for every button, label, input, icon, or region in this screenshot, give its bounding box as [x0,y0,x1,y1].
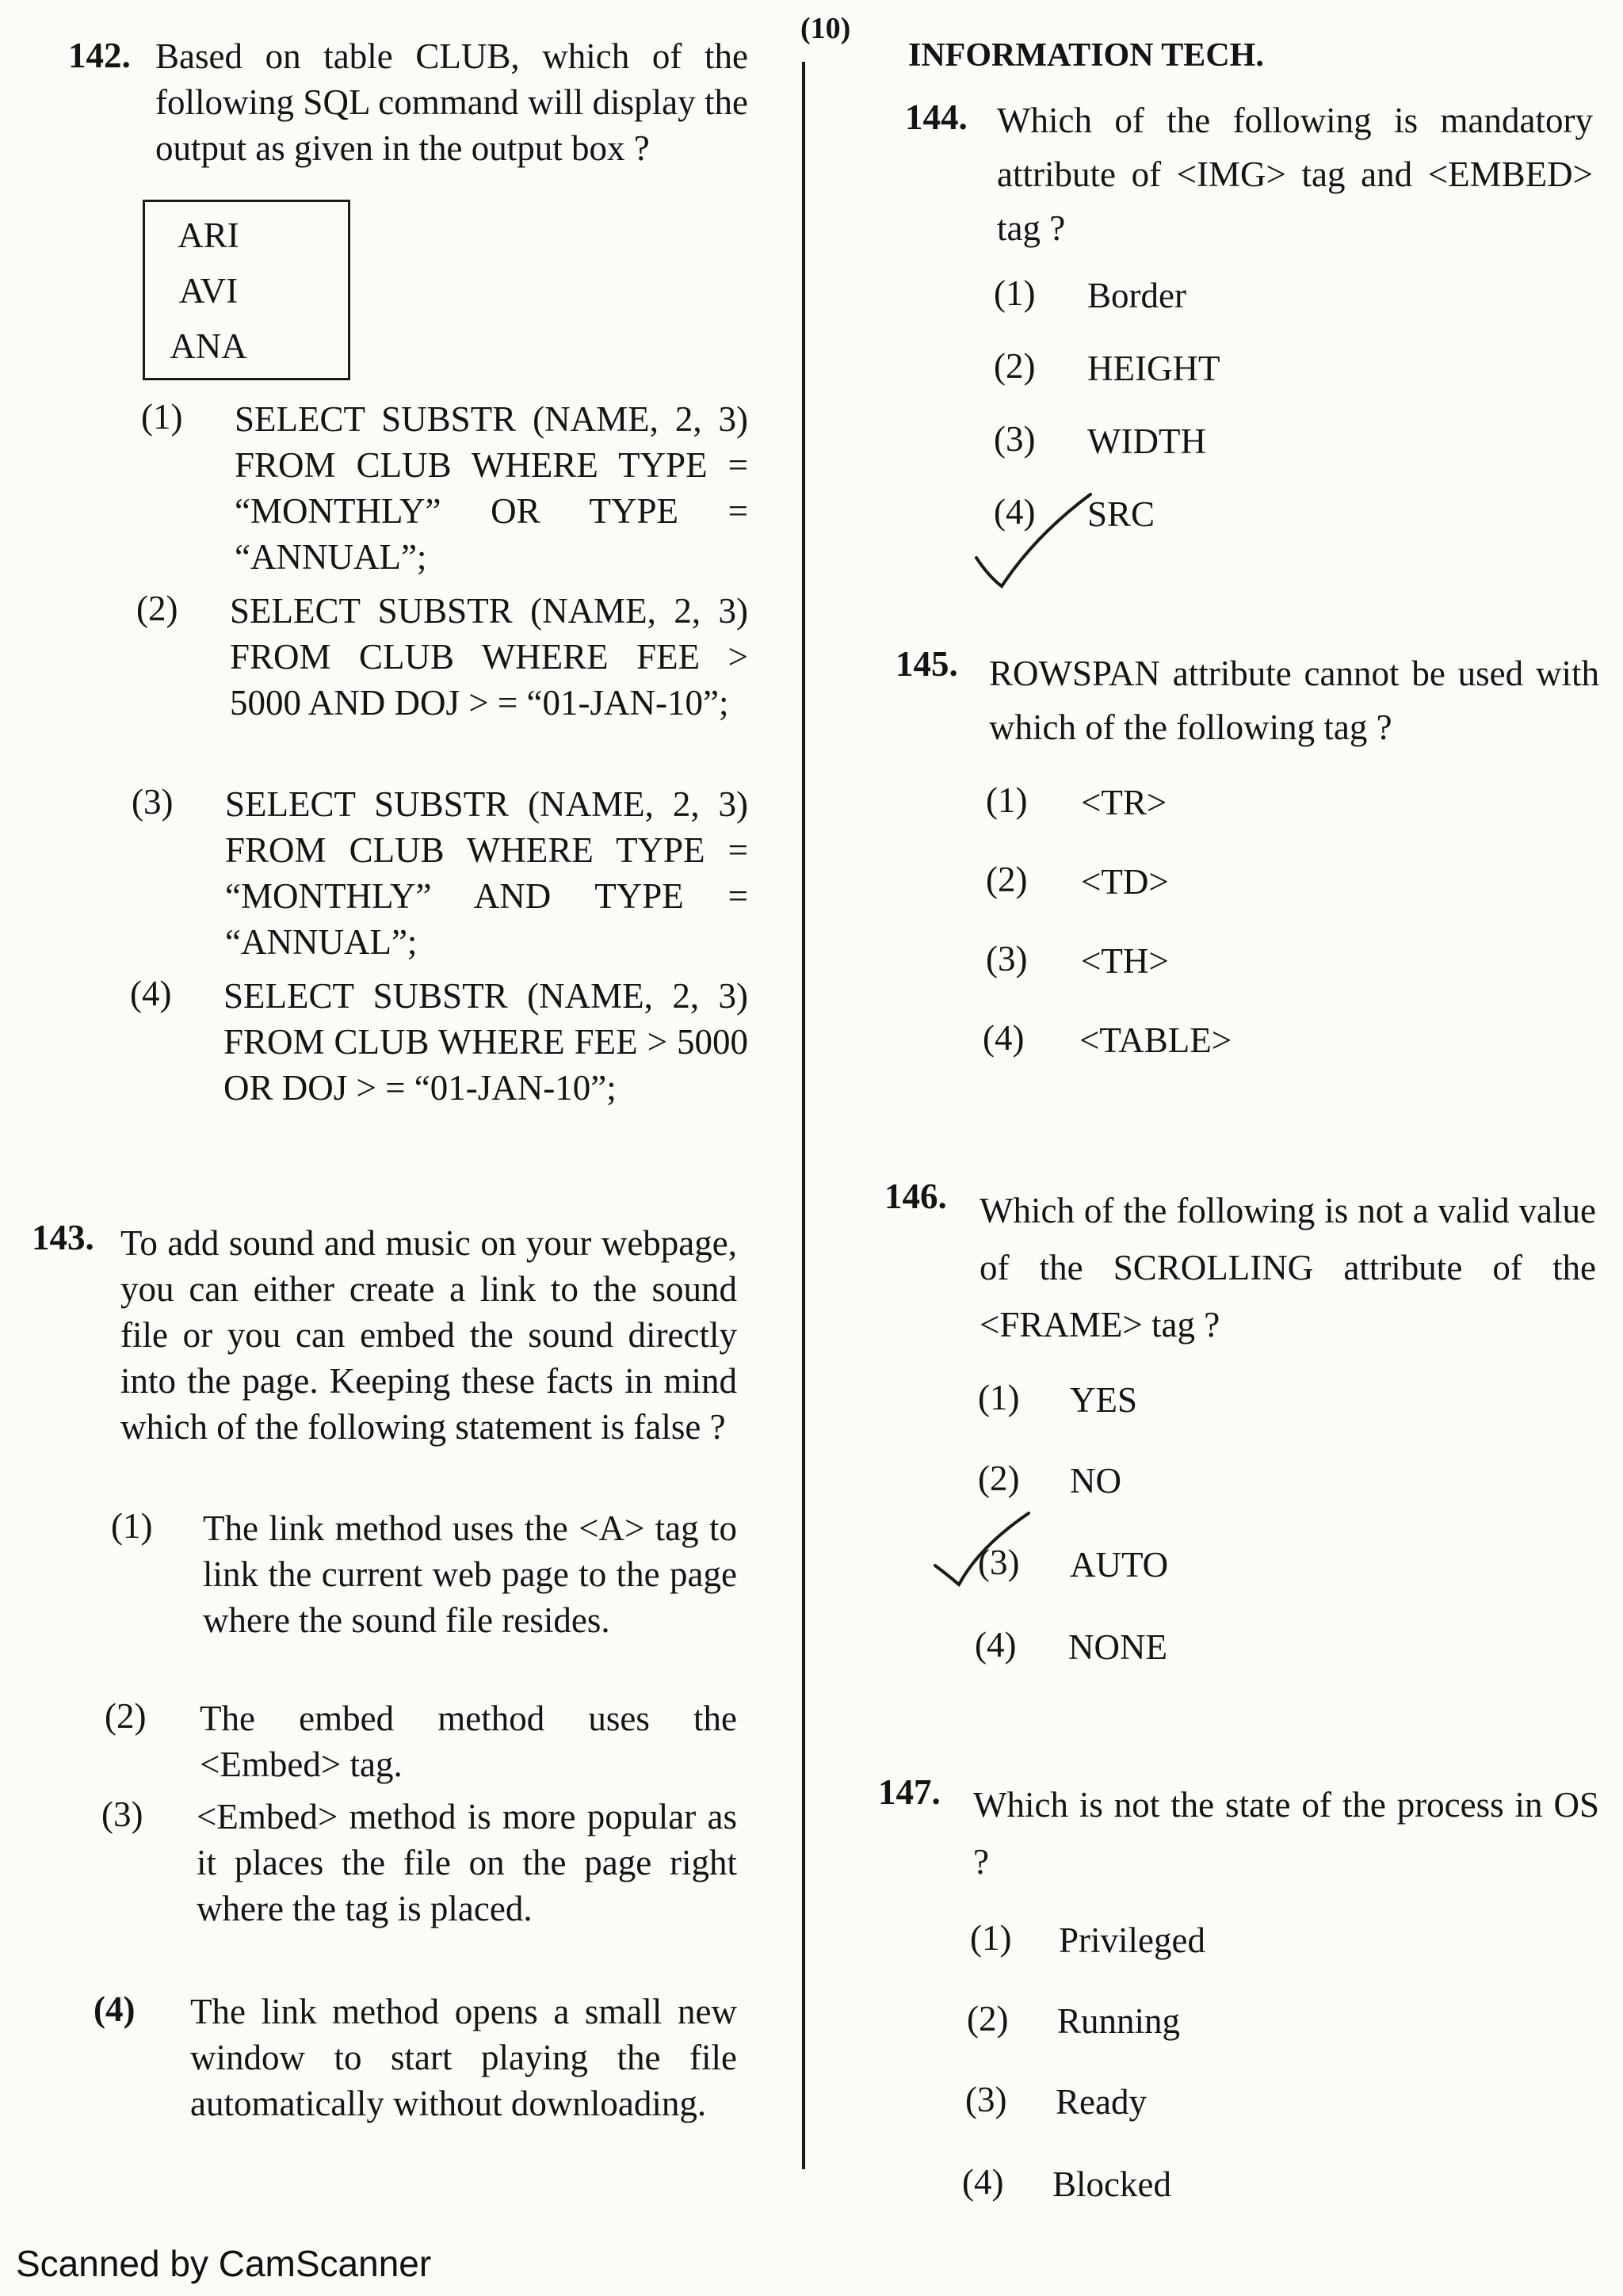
option-number: (4) [94,1989,136,2029]
question-number: 147. [878,1772,941,1812]
option-text: NONE [1068,1627,1167,1667]
option-4 [975,1624,1450,1672]
option-number: (1) [111,1506,153,1546]
question-number: 143. [32,1218,94,1257]
output-line: AVI [178,271,239,311]
question-number: 142. [68,36,131,75]
option-text: Blocked [1052,2164,1171,2204]
check-mark-icon [972,488,1098,591]
option-number: (1) [978,1378,1020,1417]
option-number: (1) [970,1918,1012,1958]
option-text: <TR> [1081,783,1167,822]
option-number: (4) [983,1018,1025,1058]
output-line: ANA [170,326,247,366]
option-number: (4) [994,492,1036,532]
option-number: (2) [105,1696,147,1736]
option-4 [94,1989,737,2179]
option-number: (1) [994,273,1036,313]
option-number: (3) [978,1543,1020,1582]
option-text: The link method uses the <A> tag to link the current web page to the page where the sound file resides. [203,1508,737,1640]
option-number: (2) [994,346,1036,386]
option-4 [130,973,748,1163]
option-text: SELECT SUBSTR (NAME, 2, 3) FROM CLUB WHERE TYPE = “MONTHLY” AND TYPE = “ANNUAL”; [225,784,748,962]
question-text: Which is not the state of the process in OS ? [973,1785,1599,1882]
option-2 [105,1695,737,1791]
option-number: (2) [967,1999,1009,2039]
option-text: SRC [1087,494,1155,534]
question-text: Which of the following is not a valid value of the SCROLLING attribute of the <FRAME> tag ? [980,1191,1596,1344]
option-text: HEIGHT [1087,349,1220,388]
option-number: (2) [978,1459,1020,1498]
option-2 [967,1998,1442,2049]
option-text: SELECT SUBSTR (NAME, 2, 3) FROM CLUB WHERE FEE > 5000 AND DOJ > = “01-JAN-10”; [230,591,748,723]
option-text: The embed method uses the <Embed> tag. [200,1699,737,1784]
option-number: (2) [986,860,1028,899]
question-text: Based on table CLUB, which of the following SQL command will display the output as given in the output box ? [155,36,748,168]
option-text: <Embed> method is more popular as it places the file on the page right where the tag is placed. [197,1797,737,1928]
option-number: (2) [136,589,178,628]
option-text: <TD> [1081,862,1169,902]
option-2 [994,345,1469,393]
option-number: (4) [962,2162,1004,2202]
option-text: Ready [1056,2082,1147,2122]
output-box [143,200,350,380]
question-text: ROWSPAN attribute cannot be used with which of the following tag ? [989,654,1599,747]
option-text: Privileged [1059,1920,1205,1960]
option-number: (1) [141,397,183,437]
option-text: AUTO [1070,1545,1169,1585]
option-3 [978,1542,1453,1589]
option-text: WIDTH [1087,421,1206,461]
page-number: (10) [800,12,851,45]
option-text: <TABLE> [1079,1020,1232,1060]
option-number: (3) [994,419,1036,459]
option-1 [970,1917,1445,1968]
option-1 [141,396,748,586]
option-3 [986,938,1461,986]
option-text: Running [1057,2001,1181,2041]
scanner-watermark: Scanned by CamScanner [16,2243,432,2284]
option-1 [978,1377,1453,1425]
question-number: 144. [905,97,968,137]
option-2 [136,588,748,778]
option-text: <TH> [1081,941,1169,981]
option-text: SELECT SUBSTR (NAME, 2, 3) FROM CLUB WHERE FEE > 5000 OR DOJ > = “01-JAN-10”; [223,976,748,1108]
check-mark-icon [932,1508,1043,1596]
option-number: (4) [975,1625,1017,1665]
option-2 [986,859,1461,906]
question-text: To add sound and music on your webpage, you can either create a link to the sound file or you can embed the sound directly into the page. Keeping these facts in mind which of the following statement is false ? [120,1223,737,1447]
option-4 [962,2161,1438,2212]
option-number: (3) [986,939,1028,978]
option-text: Border [1087,276,1186,315]
option-number: (1) [986,780,1028,820]
column-divider [802,62,805,2169]
option-2 [978,1458,1453,1505]
option-3 [965,2079,1441,2130]
output-line: ARI [178,215,239,255]
option-text: SELECT SUBSTR (NAME, 2, 3) FROM CLUB WHERE TYPE = “MONTHLY” OR TYPE = “ANNUAL”; [235,399,748,577]
option-number: (3) [132,782,174,822]
option-3 [101,1794,737,1984]
option-text: YES [1070,1380,1138,1420]
option-1 [994,273,1469,320]
question-text: Which of the following is mandatory attribute of <IMG> tag and <EMBED> tag ? [997,101,1593,248]
option-1 [111,1505,737,1695]
question-number: 145. [896,644,958,684]
option-number: (3) [101,1794,143,1834]
option-1 [986,780,1461,827]
option-number: (4) [130,974,172,1013]
option-3 [994,418,1469,466]
section-header: INFORMATION TECH. [908,37,1264,74]
question-number: 146. [884,1177,947,1216]
option-3 [132,781,748,971]
option-text: NO [1070,1461,1121,1501]
option-4 [983,1017,1458,1065]
option-text: The link method opens a small new window to start playing the file automatically without downloading. [190,1992,737,2123]
option-number: (3) [965,2080,1007,2119]
